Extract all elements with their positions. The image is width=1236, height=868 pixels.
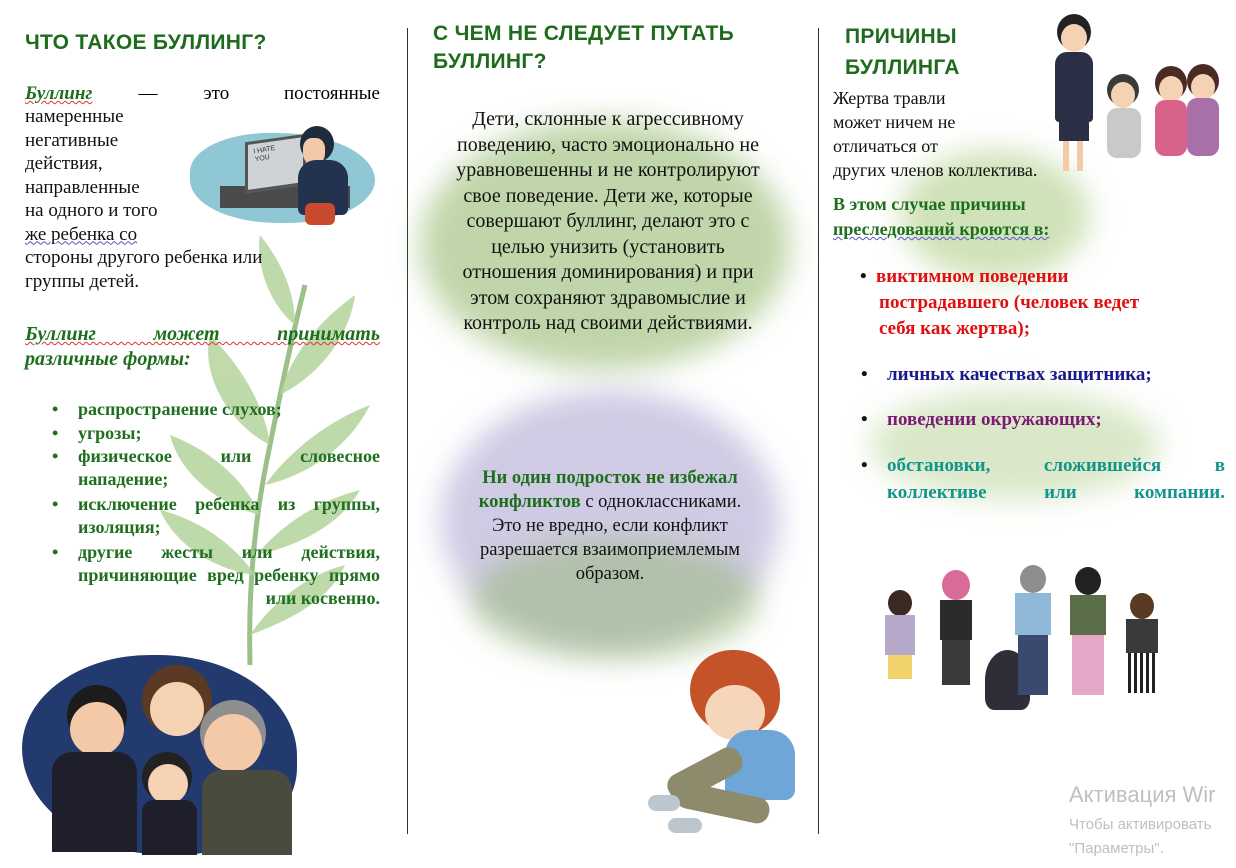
cause-item-3: • поведении окружающих; [887, 407, 1102, 433]
cause-item-1: • виктимном поведении пострадавшего (человек ведет себя как жертва); [876, 264, 1139, 342]
forms-title [25, 322, 380, 372]
intro-line: отличаться от [833, 136, 938, 156]
definition-line: намеренные [25, 106, 124, 127]
cause-line: виктимном поведении [876, 266, 1069, 287]
activation-watermark-title: Активация Wir [1069, 782, 1216, 807]
intro-line: других членов коллектива. [833, 160, 1038, 180]
cause-line: обстановки, сложившейся в [887, 455, 1225, 476]
causes-title [833, 192, 1049, 242]
column-divider-1 [407, 28, 408, 834]
note-line: разрешается взаимоприемлемым [480, 540, 740, 560]
aggression-paragraph [412, 107, 804, 337]
intro-line: может ничем не [833, 112, 956, 132]
definition-line: негативные [25, 129, 119, 151]
note-bold-word: конфликтов [478, 492, 581, 512]
paragraph-line: контроль над своими действиями. [463, 312, 753, 334]
heading-line-1: С ЧЕМ НЕ СЛЕДУЕТ ПУТАТЬ [433, 22, 735, 45]
definition-dash: — [138, 83, 158, 104]
note-line-1: Ни один подросток не избежал [482, 468, 738, 488]
definition-term: Буллинг [25, 83, 93, 104]
causes-heading [845, 21, 960, 83]
note-rest: с одноклассниками. [580, 492, 742, 512]
list-item: • распространение слухов; [52, 399, 282, 419]
causes-title-line-1: В этом случае причины [833, 194, 1026, 214]
laptop-note: I HATE YOU [252, 144, 276, 164]
cause-line: личных качествах защитника; [887, 364, 1152, 385]
paragraph-line: Дети, склонные к агрессивному [472, 108, 744, 130]
cause-line: пострадавшего (человек ведет [879, 292, 1140, 313]
teens-with-phones-illustration [880, 565, 1180, 720]
note-line: образом. [575, 564, 645, 584]
conflict-note [430, 466, 790, 586]
definition-line: на одного и того [25, 200, 158, 221]
do-not-confuse-heading [433, 20, 734, 76]
definition-first-line [25, 83, 380, 105]
paragraph-line: этом сохраняют здравомыслие и [470, 286, 746, 309]
sad-boy-illustration [640, 650, 805, 835]
forms-list [52, 398, 380, 638]
cause-line: поведении окружающих; [887, 409, 1102, 430]
cause-line: коллективе или компании. [887, 482, 1225, 503]
forms-title-line-1: Буллинг может принимать [25, 323, 380, 345]
paragraph-line: свое поведение. Дети же, которые [463, 184, 753, 207]
heading-line-2: БУЛЛИНГ? [433, 50, 547, 73]
cause-item-2: • личных качествах защитника; [887, 362, 1152, 388]
definition-line: действия, [25, 153, 103, 174]
list-item: • исключение ребенка из группы, изоляция; [52, 494, 380, 537]
heading-line-2: БУЛЛИНГА [845, 56, 960, 79]
forms-title-line-2: различные формы: [25, 348, 191, 370]
list-item: • физическое или словесное нападение; [52, 446, 380, 489]
activation-watermark-line-2: "Параметры". [1069, 840, 1164, 857]
definition-line: же ребенка со [25, 223, 138, 245]
paragraph-line: целью унизить (установить [491, 235, 725, 258]
adults-scolding-child-illustration [22, 640, 297, 860]
paragraph-line: отношения доминирования) и при [462, 261, 754, 283]
note-line: Это не вредно, если конфликт [492, 516, 728, 536]
list-item: • другие жесты или действия, причиняющие вред ребенку прямо или косвенно. [52, 542, 380, 608]
victim-intro [833, 86, 1037, 182]
list-item: • угрозы; [52, 423, 142, 443]
what-is-bullying-heading: ЧТО ТАКОЕ БУЛЛИНГ? [25, 31, 267, 54]
definition-rest: это постоянные [203, 83, 380, 104]
cause-line: себя как жертва); [879, 318, 1031, 339]
paragraph-line: поведению, часто эмоционально не [457, 133, 759, 156]
intro-line: Жертва травли [833, 88, 946, 108]
paragraph-line: совершают буллинг, делают это с [466, 210, 750, 232]
definition-line: стороны другого ребенка или [25, 247, 263, 268]
note-line-2 [430, 490, 790, 514]
definition-line: направленные [25, 176, 140, 198]
activation-watermark-line-1: Чтобы активировать [1069, 816, 1212, 833]
cause-item-4: • обстановки, сложившейся в коллективе или компании. [887, 452, 1225, 506]
paragraph-line: уравновешенны и не контролируют [456, 159, 760, 181]
definition-line: группы детей. [25, 270, 140, 292]
causes-title-line-2: преследований кроются в: [833, 219, 1050, 239]
heading-line-1: ПРИЧИНЫ [845, 25, 957, 48]
column-divider-2 [818, 28, 819, 834]
teacher-and-girls-illustration [1045, 14, 1225, 179]
laptop-boy-illustration [190, 108, 380, 228]
